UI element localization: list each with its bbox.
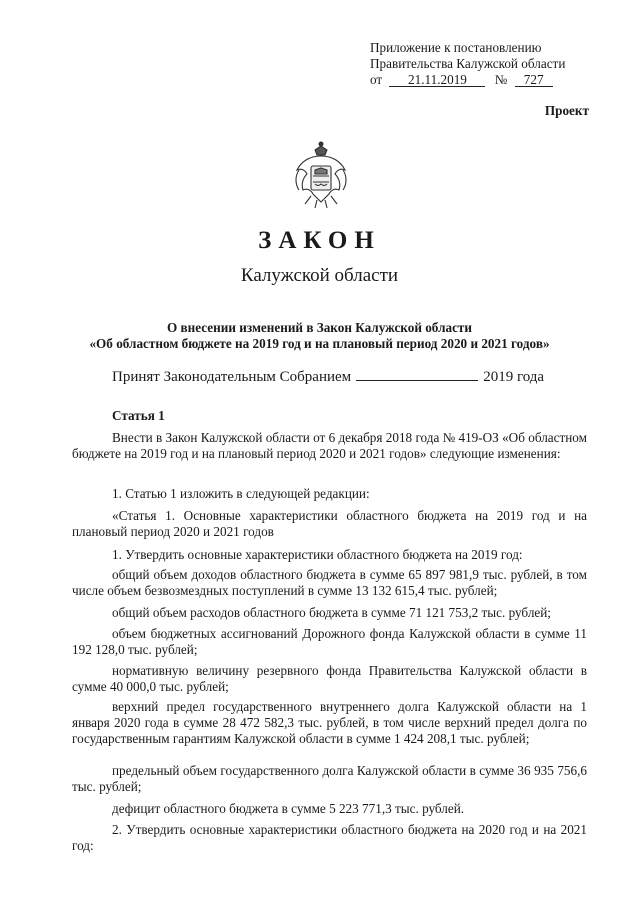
paragraph: Внести в Закон Калужской области от 6 декабря 2018 года № 419-ОЗ «Об областном бюджете на 2019 год и на плановый период 2020 и 2021 годов» следующие изменения:: [72, 430, 587, 461]
paragraph: дефицит областного бюджета в сумме 5 223 771,3 тыс. рублей.: [112, 801, 465, 816]
paragraph-item-1: [72, 486, 587, 502]
appendix-line-2: Правительства Калужской области: [370, 56, 566, 71]
paragraph: 1. Утвердить основные характеристики областного бюджета на 2019 год:: [112, 547, 523, 562]
law-title: ЗАКОН: [258, 227, 381, 254]
paragraph: верхний предел государственного внутреннего долга Калужской области на 1 января 2020 года в сумме 28 472 582,3 тыс. рублей, в том числе верхний предел долга по государственным гарантиям Калужской области в сумме 1 424 208,1 тыс. рублей;: [72, 699, 587, 746]
paragraph: нормативную величину резервного фонда Правительства Калужской области в сумме 40 000,0 тыс. рублей;: [72, 663, 587, 694]
paragraph-expenses: [72, 605, 587, 621]
appendix-line-1: Приложение к постановлению: [370, 40, 542, 55]
paragraph-intro: [72, 430, 587, 462]
paragraph: общий объем расходов областного бюджета в сумме 71 121 753,2 тыс. рублей;: [112, 605, 551, 620]
paragraph: предельный объем государственного долга Калужской области в сумме 36 935 756,6 тыс. рублей;: [72, 763, 587, 794]
coat-of-arms-icon: [291, 140, 351, 212]
adopted-prefix: Принят Законодательным Собранием: [112, 369, 352, 385]
paragraph-article-title: [72, 508, 587, 540]
adopted-line: [112, 368, 544, 386]
paragraph-revenue: [72, 567, 587, 599]
law-heading-line-2: «Об областном бюджете на 2019 год и на плановый период 2020 и 2021 годов»: [89, 336, 550, 351]
appendix-block: [370, 40, 565, 88]
paragraph-debt-limit: [72, 699, 587, 747]
appendix-line-3: [370, 72, 565, 88]
resolution-number: 727: [515, 73, 553, 87]
paragraph: «Статья 1. Основные характеристики областного бюджета на 2019 год и на плановый период 2020 и 2021 годов: [72, 508, 587, 539]
paragraph-max-debt: [72, 763, 587, 795]
paragraph-reserve-fund: [72, 663, 587, 695]
paragraph-deficit: [72, 801, 587, 817]
adopted-date-blank: [356, 368, 478, 381]
number-sign: №: [494, 72, 508, 87]
paragraph-approve-2020-2021: [72, 822, 587, 854]
paragraph: объем бюджетных ассигнований Дорожного фонда Калужской области в сумме 11 192 128,0 тыс. рублей;: [72, 626, 587, 657]
adopted-suffix: 2019 года: [483, 369, 545, 385]
region-subtitle: Калужской области: [240, 265, 399, 286]
article-title: Статья 1: [112, 408, 165, 423]
project-label: Проект: [544, 103, 589, 118]
resolution-date: 21.11.2019: [389, 73, 485, 87]
from-label: от: [370, 72, 383, 87]
paragraph: 1. Статью 1 изложить в следующей редакции:: [112, 486, 370, 501]
paragraph: общий объем доходов областного бюджета в сумме 65 897 981,9 тыс. рублей, в том числе объем безвозмездных поступлений в сумме 13 132 615,4 тыс. рублей;: [72, 567, 587, 598]
law-heading-line-1: О внесении изменений в Закон Калужской области: [166, 320, 472, 335]
paragraph-road-fund: [72, 626, 587, 658]
law-heading: [0, 320, 639, 352]
paragraph: 2. Утвердить основные характеристики областного бюджета на 2020 год и на 2021 год:: [72, 822, 587, 853]
paragraph-approve-2019: [72, 547, 587, 563]
